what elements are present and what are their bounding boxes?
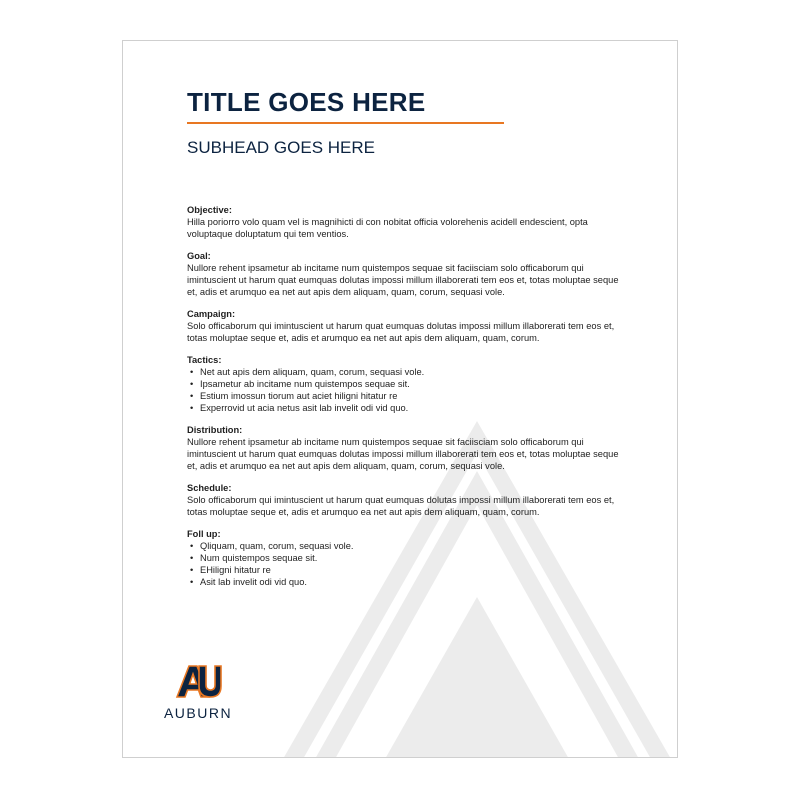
section-tactics bbox=[187, 354, 627, 414]
section-campaign bbox=[187, 308, 627, 344]
section-label: Objective: bbox=[187, 205, 232, 215]
section-label: Distribution: bbox=[187, 425, 243, 435]
section-label: Foll up: bbox=[187, 529, 221, 539]
list-item: • Num quistempos sequae sit. bbox=[199, 552, 627, 564]
au-monogram-icon bbox=[173, 663, 223, 699]
section-text: Nullore rehent ipsametur ab incitame num quistempos sequae sit faciisciam solo officaborum qui imintuscient ut harum quat eumquas dolutas impossi millum illaborerati tem eos et, totas moluptae seque et, adis et arumquo ea net aut apis dem aliquam, quam, corum, sequasi vole. bbox=[187, 263, 619, 297]
auburn-logo bbox=[153, 663, 243, 723]
list-item: • Qliquam, quam, corum, sequasi vole. bbox=[199, 540, 627, 552]
section-distribution bbox=[187, 424, 627, 472]
section-label: Campaign: bbox=[187, 309, 236, 319]
title-rule bbox=[187, 122, 504, 124]
section-label: Tactics: bbox=[187, 355, 222, 365]
section-text: Solo officaborum qui imintuscient ut harum quat eumquas dolutas impossi millum illaborerati tem eos et, totas moluptae seque et, adis et arumquo ea net aut apis dem aliquam, quam, corum. bbox=[187, 495, 615, 517]
list-item: • EHiligni hitatur re bbox=[199, 564, 627, 576]
logo-wordmark: AUBURN bbox=[163, 705, 233, 721]
list-item: • Estium imossun tiorum aut aciet hiligni hitatur re bbox=[199, 390, 627, 402]
document-page bbox=[122, 40, 678, 758]
section-text: Solo officaborum qui imintuscient ut harum quat eumquas dolutas impossi millum illaborerati tem eos et, totas moluptae seque et, adis et arumquo ea net aut apis dem aliquam, quam, corum. bbox=[187, 321, 615, 343]
page-subhead: SUBHEAD GOES HERE bbox=[187, 138, 375, 157]
page-title: TITLE GOES HERE bbox=[187, 87, 426, 117]
document-body bbox=[187, 204, 627, 598]
section-goal bbox=[187, 250, 627, 298]
list-item: • Experrovid ut acia netus asit lab invelit odi vid quo. bbox=[199, 402, 627, 414]
section-objective bbox=[187, 204, 627, 240]
list-item: • Ipsametur ab incitame num quistempos sequae sit. bbox=[199, 378, 627, 390]
list-item: • Asit lab invelit odi vid quo. bbox=[199, 576, 627, 588]
list-item: • Net aut apis dem aliquam, quam, corum, sequasi vole. bbox=[199, 366, 627, 378]
section-label: Schedule: bbox=[187, 483, 232, 493]
bullet-list bbox=[187, 540, 627, 588]
section-text: Nullore rehent ipsametur ab incitame num quistempos sequae sit faciisciam solo officaborum qui imintuscient ut harum quat eumquas dolutas impossi millum illaborerati tem eos et, totas moluptae seque et, adis et arumquo ea net aut apis dem aliquam, quam, corum, sequasi vole. bbox=[187, 437, 619, 471]
section-label: Goal: bbox=[187, 251, 211, 261]
section-text: Hilla poriorro volo quam vel is magnihicti di con nobitat officia volorehenis acidell endescient, opta voluptaque doluptatum qui tem ventios. bbox=[187, 217, 588, 239]
section-schedule bbox=[187, 482, 627, 518]
bullet-list bbox=[187, 366, 627, 414]
section-follow-up bbox=[187, 528, 627, 588]
